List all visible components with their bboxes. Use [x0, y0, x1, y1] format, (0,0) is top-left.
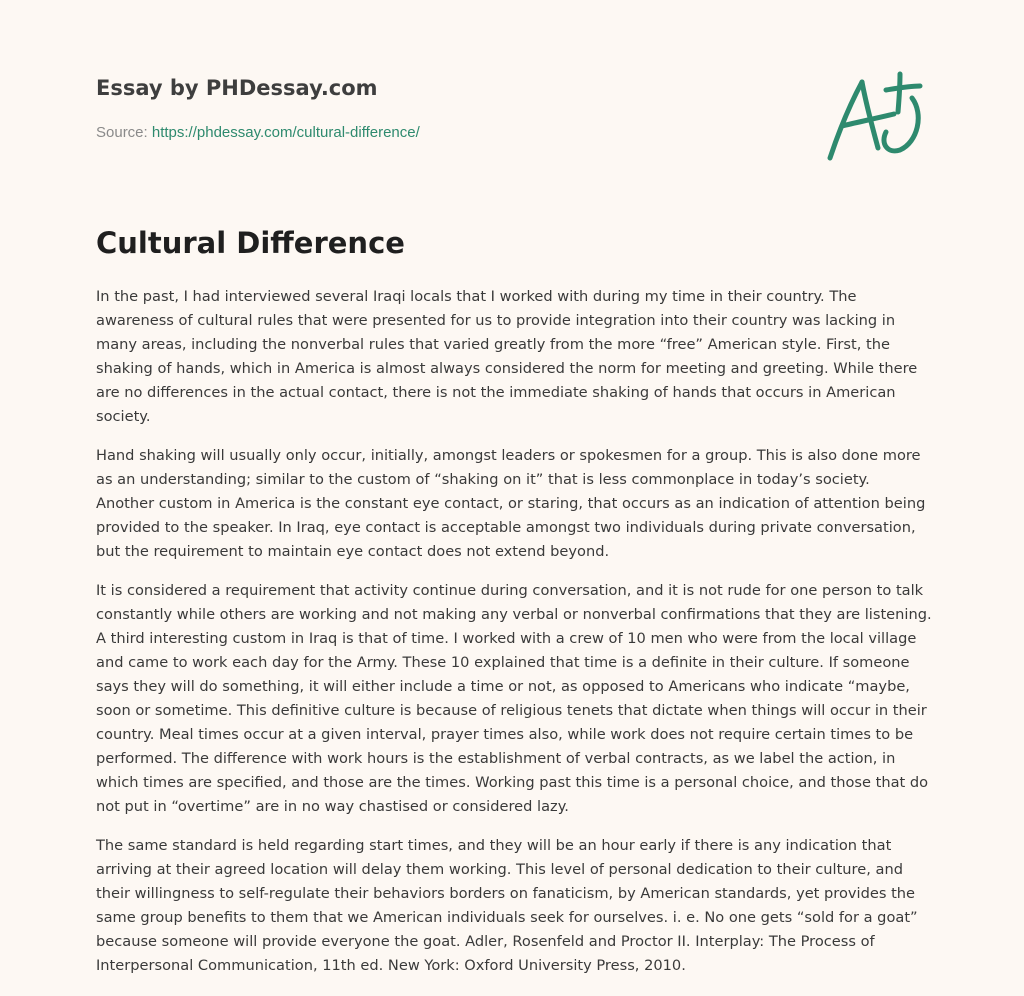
essay-paragraph: It is considered a requirement that activity continue during conversation, and it is not rude for one person to talk constantly while others are working and not making any verbal or nonverbal confirmations that they are listening. A third interesting custom in Iraq is that of time. I worked with a crew of 10 men who were from the local village and came to work each day for the Army. These 10 explained that time is a definite in their culture. If someone says they will do something, it will either include a time or not, as opposed to Americans who indicate “maybe, soon or sometime. This definitive culture is because of religious tenets that dictate when things will occur in their country. Meal times occur at a given interval, prayer times also, while work does not require certain times to be performed. The difference with work hours is the establishment of verbal contracts, as we label the action, in which times are specified, and those are the times. Working past this time is a personal choice, and those that do not put in “overtime” are in no way chastised or considered lazy.	[96, 582, 932, 815]
source-line	[96, 124, 420, 141]
a-plus-grade-icon	[822, 68, 928, 164]
source-link[interactable]: https://phdessay.com/cultural-difference/	[151, 124, 420, 141]
essay-paragraph: Hand shaking will usually only occur, initially, amongst leaders or spokesmen for a group. This is also done more as an understanding; similar to the custom of “shaking on it” that is less commonplace in today’s society. Another custom in America is the constant eye contact, or staring, that occurs as an indication of attention being provided to the speaker. In Iraq, eye contact is acceptable amongst two individuals during private conversation, but the requirement to maintain eye contact does not extend beyond.	[96, 447, 926, 560]
essay-body	[96, 285, 932, 993]
site-title: Essay by PHDessay.com	[96, 76, 378, 100]
source-label: Source:	[96, 124, 148, 141]
essay-paragraph: The same standard is held regarding start times, and they will be an hour early if there is any indication that arriving at their agreed location will delay them working. This level of personal dedication to their culture, and their willingness to self-regulate their behaviors borders on fanaticism, by American standards, yet provides the same group benefits to them that we American individuals seek for ourselves. i. e. No one gets “sold for a goat” because someone will provide everyone the goat. Adler, Rosenfeld and Proctor II. Interplay: The Process of Interpersonal Communication, 11th ed. New York: Oxford University Press, 2010.	[96, 837, 918, 974]
essay-paragraph: In the past, I had interviewed several Iraqi locals that I worked with during my time in their country. The awareness of cultural rules that were presented for us to provide integration into their country was lacking in many areas, including the nonverbal rules that varied greatly from the more “free” American style. First, the shaking of hands, which in America is almost always considered the norm for meeting and greeting. While there are no differences in the actual contact, there is not the immediate shaking of hands that occurs in American society.	[96, 288, 918, 425]
essay-title: Cultural Difference	[96, 226, 405, 260]
